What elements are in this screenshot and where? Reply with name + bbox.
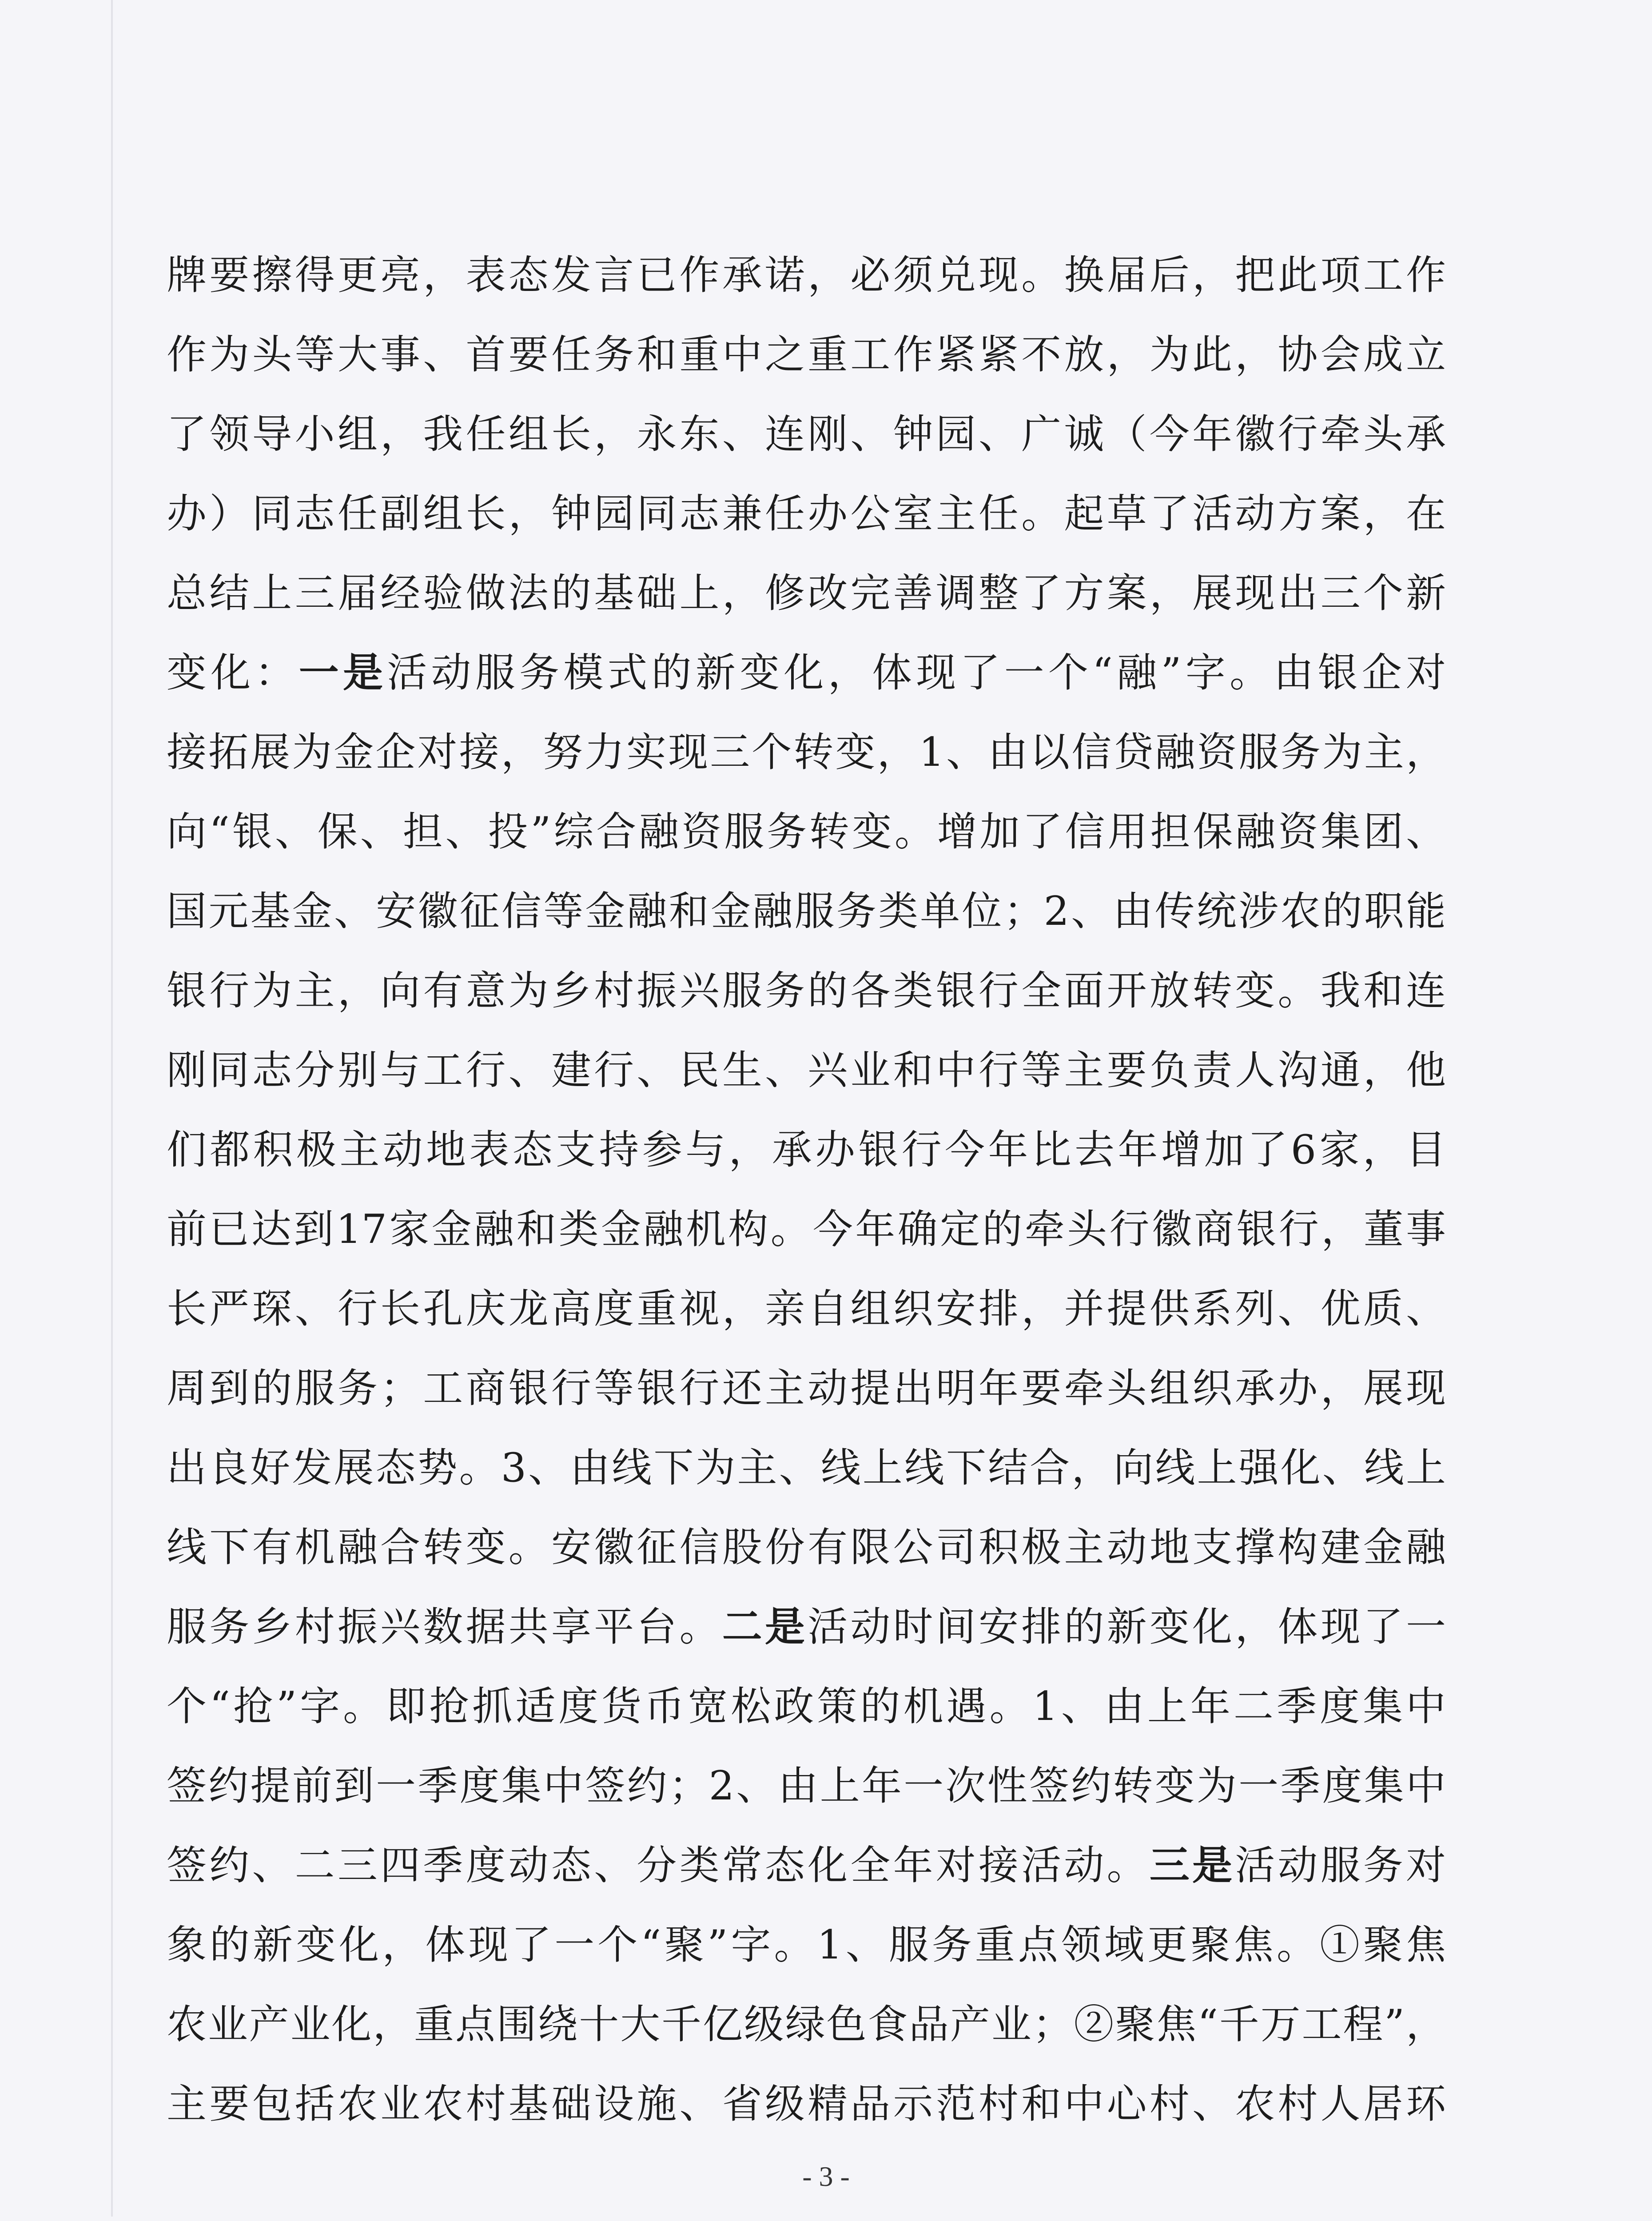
page-number: - 3 -	[802, 2161, 850, 2192]
text-segment: 活动服务对	[1235, 1842, 1446, 1889]
bold-text-segment: 一是	[299, 649, 387, 696]
scan-edge-line	[111, 0, 113, 2217]
text-segment: 签约、二三四季度动态、分类常态化全年对接活动。	[167, 1842, 1150, 1889]
text-line	[167, 315, 1446, 394]
text-segment: 活动服务模式的新变化，体现了一个“融”字。由银企对	[387, 649, 1446, 696]
text-segment: 们都积极主动地表态支持参与，承办银行今年比去年增加了6家，目	[167, 1126, 1446, 1173]
text-line	[167, 394, 1446, 474]
text-segment: 牌要擦得更亮，表态发言已作承诺，必须兑现。换届后，把此项工作	[167, 252, 1446, 299]
text-segment: 变化：	[167, 649, 299, 696]
text-line	[167, 712, 1446, 792]
text-segment: 向“银、保、担、投”综合融资服务转变。增加了信用担保融资集团、	[167, 808, 1446, 855]
text-line	[167, 1349, 1446, 1428]
text-line	[167, 792, 1446, 872]
text-segment: 作为头等大事、首要任务和重中之重工作紧紧不放，为此，协会成立	[167, 331, 1446, 378]
text-line	[167, 1746, 1446, 1826]
text-segment: 签约提前到一季度集中签约；2、由上年一次性签约转变为一季度集中	[167, 1763, 1446, 1809]
text-segment: 银行为主，向有意为乡村振兴服务的各类银行全面开放转变。我和连	[167, 967, 1446, 1014]
text-segment: 个“抢”字。即抢抓适度货币宽松政策的机遇。1、由上年二季度集中	[167, 1683, 1446, 1730]
text-line	[167, 1031, 1446, 1110]
text-line	[167, 1508, 1446, 1587]
text-segment: 办）同志任副组长，钟园同志兼任办公室主任。起草了活动方案，在	[167, 490, 1446, 537]
body-text	[167, 235, 1446, 2144]
text-segment: 总结上三届经验做法的基础上，修改完善调整了方案，展现出三个新	[167, 570, 1446, 617]
text-line	[167, 1587, 1446, 1667]
text-line	[167, 2064, 1446, 2144]
text-segment: 国元基金、安徽征信等金融和金融服务类单位；2、由传统涉农的职能	[167, 888, 1446, 935]
text-line	[167, 1428, 1446, 1508]
text-line	[167, 553, 1446, 633]
text-segment: 周到的服务；工商银行等银行还主动提出明年要牵头组织承办，展现	[167, 1365, 1446, 1412]
text-line	[167, 1826, 1446, 1905]
text-line	[167, 1985, 1446, 2064]
text-segment: 接拓展为金企对接，努力实现三个转变，1、由以信贷融资服务为主，	[167, 729, 1446, 776]
text-segment: 象的新变化，体现了一个“聚”字。1、服务重点领域更聚焦。①聚焦	[167, 1922, 1446, 1968]
bold-text-segment: 三是	[1149, 1842, 1235, 1889]
text-line	[167, 633, 1446, 712]
text-line	[167, 1110, 1446, 1190]
text-line	[167, 951, 1446, 1031]
text-segment: 出良好发展态势。3、由线下为主、线上线下结合，向线上强化、线上	[167, 1445, 1446, 1491]
text-line	[167, 1905, 1446, 1985]
text-segment: 前已达到17家金融和类金融机构。今年确定的牵头行徽商银行，董事	[167, 1206, 1446, 1253]
text-segment: 服务乡村振兴数据共享平台。	[167, 1604, 722, 1650]
text-line	[167, 1269, 1446, 1349]
text-segment: 长严琛、行长孔庆龙高度重视，亲自组织安排，并提供系列、优质、	[167, 1286, 1446, 1332]
text-segment: 了领导小组，我任组长，永东、连刚、钟园、广诚（今年徽行牵头承	[167, 411, 1446, 458]
text-segment: 主要包括农业农村基础设施、省级精品示范村和中心村、农村人居环	[167, 2081, 1446, 2127]
text-segment: 活动时间安排的新变化，体现了一	[808, 1604, 1446, 1650]
text-line	[167, 474, 1446, 553]
text-line	[167, 1667, 1446, 1746]
text-segment: 刚同志分别与工行、建行、民生、兴业和中行等主要负责人沟通，他	[167, 1047, 1446, 1094]
bold-text-segment: 二是	[722, 1603, 808, 1650]
text-line	[167, 235, 1446, 315]
text-line	[167, 1190, 1446, 1269]
text-segment: 农业产业化，重点围绕十大千亿级绿色食品产业；②聚焦“千万工程”，	[167, 2001, 1446, 2048]
text-line	[167, 872, 1446, 951]
text-segment: 线下有机融合转变。安徽征信股份有限公司积极主动地支撑构建金融	[167, 1524, 1446, 1571]
